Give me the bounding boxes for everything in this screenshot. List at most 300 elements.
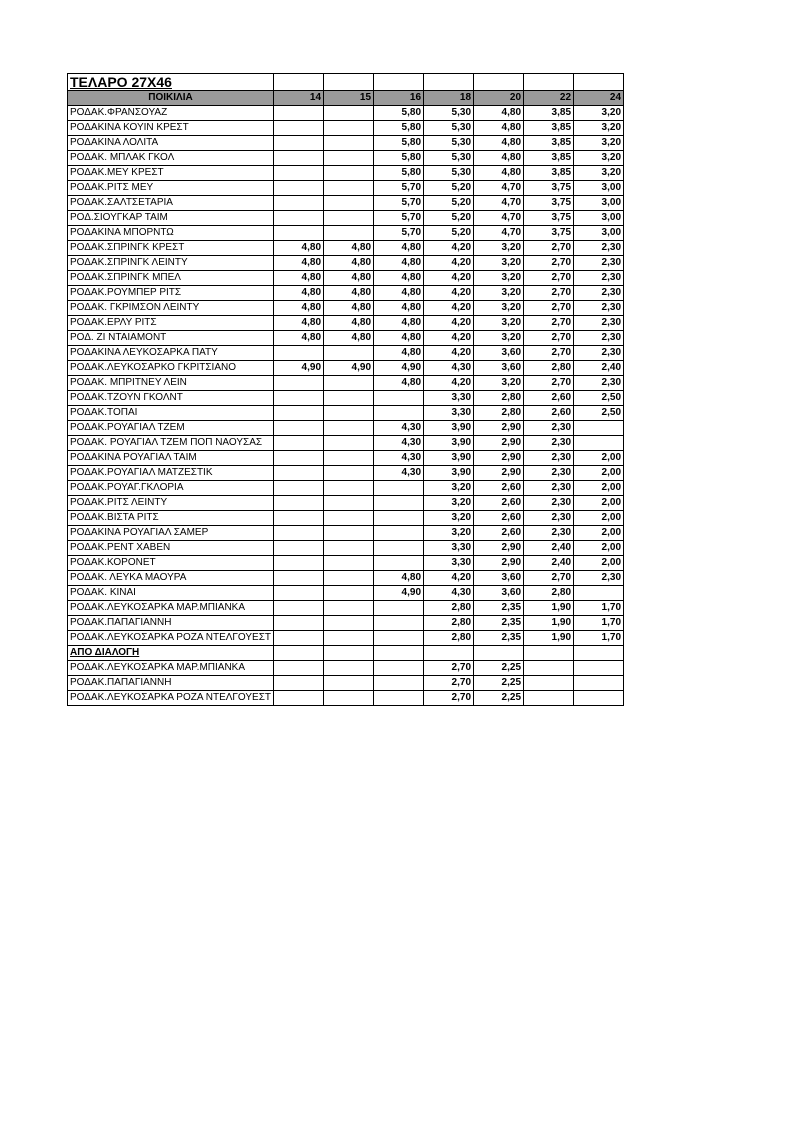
- table-row: [68, 271, 624, 286]
- price-cell: [324, 466, 374, 481]
- table-row: [68, 151, 624, 166]
- price-cell: [524, 676, 574, 691]
- price-cell: [274, 181, 324, 196]
- price-cell: 2,25: [474, 691, 524, 706]
- price-cell: [574, 676, 624, 691]
- price-cell: 2,60: [474, 481, 524, 496]
- header-row: [68, 91, 624, 106]
- size-header: 18: [424, 91, 474, 106]
- price-cell: 2,30: [574, 571, 624, 586]
- price-cell: [274, 541, 324, 556]
- price-cell: 2,70: [524, 301, 574, 316]
- variety-name: ΡΟΔΑΚΙΝΑ ΛΕΥΚΟΣΑΡΚΑ ΠΑΤΥ: [68, 346, 274, 361]
- price-cell: [374, 496, 424, 511]
- price-cell: [324, 451, 374, 466]
- price-cell: [274, 466, 324, 481]
- price-cell: 4,20: [424, 571, 474, 586]
- empty-cell: [474, 74, 524, 91]
- price-cell: 2,00: [574, 451, 624, 466]
- price-cell: [274, 106, 324, 121]
- price-cell: [374, 676, 424, 691]
- price-cell: [374, 406, 424, 421]
- price-cell: 3,85: [524, 166, 574, 181]
- price-cell: [574, 646, 624, 661]
- variety-name: ΡΟΔΑΚ.ΕΡΛΥ ΡΙΤΣ: [68, 316, 274, 331]
- price-cell: 4,80: [474, 106, 524, 121]
- price-cell: 3,20: [474, 256, 524, 271]
- price-cell: 4,80: [374, 571, 424, 586]
- price-cell: [274, 526, 324, 541]
- price-cell: 3,85: [524, 121, 574, 136]
- variety-name: ΡΟΔΑΚ.ΡΟΥΑΓΙΑΛ ΤΖΕΜ: [68, 421, 274, 436]
- price-cell: 2,50: [574, 391, 624, 406]
- price-cell: 1,90: [524, 601, 574, 616]
- price-cell: [424, 646, 474, 661]
- price-cell: 4,90: [324, 361, 374, 376]
- price-cell: [324, 406, 374, 421]
- price-cell: 2,90: [474, 421, 524, 436]
- price-cell: 2,60: [474, 496, 524, 511]
- price-cell: 4,80: [474, 166, 524, 181]
- variety-name: ΡΟΔΑΚ.ΡΕΝΤ ΧΑΒΕΝ: [68, 541, 274, 556]
- price-cell: 2,80: [524, 361, 574, 376]
- price-cell: 2,70: [524, 346, 574, 361]
- price-cell: [574, 586, 624, 601]
- variety-name: ΡΟΔΑΚ. ΛΕΥΚΑ ΜΑΟΥΡΑ: [68, 571, 274, 586]
- table-row: [68, 661, 624, 676]
- price-cell: [324, 631, 374, 646]
- price-cell: 3,20: [574, 151, 624, 166]
- price-cell: 4,80: [374, 256, 424, 271]
- variety-name: ΡΟΔΑΚ.ΣΠΡΙΝΓΚ ΜΠΕΛ: [68, 271, 274, 286]
- table-row: [68, 316, 624, 331]
- variety-name: ΡΟΔΑΚ.ΣΠΡΙΝΓΚ ΚΡΕΣΤ: [68, 241, 274, 256]
- price-cell: 5,30: [424, 121, 474, 136]
- price-cell: 5,20: [424, 181, 474, 196]
- price-cell: 2,70: [424, 661, 474, 676]
- price-cell: [324, 121, 374, 136]
- price-cell: 2,30: [524, 436, 574, 451]
- table-row: [68, 601, 624, 616]
- price-cell: 4,90: [374, 361, 424, 376]
- price-cell: 4,30: [374, 421, 424, 436]
- price-cell: 4,70: [474, 196, 524, 211]
- price-cell: 2,30: [524, 421, 574, 436]
- price-cell: 2,30: [524, 481, 574, 496]
- price-cell: 2,90: [474, 541, 524, 556]
- price-cell: 4,70: [474, 181, 524, 196]
- price-cell: 2,90: [474, 436, 524, 451]
- price-cell: 2,60: [474, 526, 524, 541]
- price-cell: 2,00: [574, 526, 624, 541]
- price-cell: 4,80: [274, 271, 324, 286]
- price-cell: 4,80: [374, 331, 424, 346]
- price-cell: [324, 391, 374, 406]
- price-cell: [324, 346, 374, 361]
- price-cell: [324, 211, 374, 226]
- price-cell: [274, 346, 324, 361]
- price-cell: 2,35: [474, 601, 524, 616]
- price-cell: 4,30: [374, 466, 424, 481]
- price-cell: 2,70: [524, 376, 574, 391]
- price-cell: 4,80: [474, 136, 524, 151]
- table-row: [68, 331, 624, 346]
- price-cell: 3,90: [424, 421, 474, 436]
- price-cell: 5,70: [374, 181, 424, 196]
- price-cell: 2,50: [574, 406, 624, 421]
- table-row: [68, 166, 624, 181]
- price-cell: 2,80: [424, 631, 474, 646]
- price-cell: [574, 421, 624, 436]
- price-cell: 3,20: [424, 496, 474, 511]
- table-row: [68, 256, 624, 271]
- empty-cell: [424, 74, 474, 91]
- section-title: ΑΠΟ ΔΙΑΛΟΓΗ: [68, 646, 274, 661]
- price-cell: 3,85: [524, 151, 574, 166]
- price-table: [67, 73, 624, 706]
- price-cell: 2,25: [474, 676, 524, 691]
- price-cell: [274, 616, 324, 631]
- price-cell: 3,20: [574, 136, 624, 151]
- table-row: [68, 406, 624, 421]
- price-cell: 5,70: [374, 196, 424, 211]
- price-cell: [324, 661, 374, 676]
- price-cell: 3,20: [574, 166, 624, 181]
- variety-name: ΡΟΔΑΚΙΝΑ ΡΟΥΑΓΙΑΛ ΤΑΙΜ: [68, 451, 274, 466]
- price-cell: [324, 196, 374, 211]
- variety-name: ΡΟΔΑΚΙΝΑ ΚΟΥΙΝ ΚΡΕΣΤ: [68, 121, 274, 136]
- table-row: [68, 421, 624, 436]
- price-cell: 2,70: [524, 316, 574, 331]
- price-table-body: [68, 74, 624, 706]
- price-cell: [274, 391, 324, 406]
- price-cell: [374, 391, 424, 406]
- price-cell: 4,80: [374, 301, 424, 316]
- price-cell: [324, 496, 374, 511]
- price-cell: 3,75: [524, 226, 574, 241]
- price-cell: 2,30: [524, 511, 574, 526]
- price-cell: 2,60: [524, 406, 574, 421]
- empty-cell: [274, 74, 324, 91]
- price-cell: [374, 601, 424, 616]
- price-cell: 5,20: [424, 211, 474, 226]
- price-cell: 4,20: [424, 286, 474, 301]
- price-cell: 2,30: [524, 496, 574, 511]
- table-row: [68, 631, 624, 646]
- price-cell: [274, 376, 324, 391]
- price-cell: 4,80: [324, 316, 374, 331]
- price-cell: 2,30: [524, 526, 574, 541]
- price-cell: 4,90: [374, 586, 424, 601]
- price-cell: 4,80: [324, 301, 374, 316]
- price-cell: [274, 571, 324, 586]
- price-cell: [274, 691, 324, 706]
- variety-name: ΡΟΔΑΚ.ΤΟΠΑΙ: [68, 406, 274, 421]
- variety-name: ΡΟΔΑΚ. ΚΙΝΑΙ: [68, 586, 274, 601]
- price-cell: 1,70: [574, 601, 624, 616]
- price-cell: 5,70: [374, 211, 424, 226]
- table-row: [68, 376, 624, 391]
- price-cell: [324, 421, 374, 436]
- price-cell: 5,30: [424, 136, 474, 151]
- price-cell: [374, 661, 424, 676]
- variety-name: ΡΟΔΑΚ.ΣΑΛΤΣΕΤΑΡΙΑ: [68, 196, 274, 211]
- variety-name: ΡΟΔΑΚ.ΣΠΡΙΝΓΚ ΛΕΙΝΤΥ: [68, 256, 274, 271]
- price-cell: 4,80: [324, 286, 374, 301]
- price-cell: 3,20: [474, 301, 524, 316]
- price-cell: [524, 646, 574, 661]
- price-cell: 4,70: [474, 226, 524, 241]
- size-header: 15: [324, 91, 374, 106]
- table-row: [68, 676, 624, 691]
- price-cell: 4,80: [324, 271, 374, 286]
- table-row: [68, 136, 624, 151]
- table-row: [68, 436, 624, 451]
- variety-name: ΡΟΔΑΚ. ΡΟΥΑΓΙΑΛ ΤΖΕΜ ΠΟΠ ΝΑΟΥΣΑΣ: [68, 436, 274, 451]
- price-cell: 2,00: [574, 556, 624, 571]
- price-cell: 3,90: [424, 451, 474, 466]
- price-cell: 2,80: [424, 616, 474, 631]
- price-cell: 3,20: [474, 241, 524, 256]
- variety-name: ΡΟΔΑΚ. ΓΚΡΙΜΣΟΝ ΛΕΙΝΤΥ: [68, 301, 274, 316]
- price-cell: 4,20: [424, 346, 474, 361]
- table-row: [68, 181, 624, 196]
- price-cell: 2,00: [574, 466, 624, 481]
- table-row: [68, 586, 624, 601]
- price-cell: 3,90: [424, 436, 474, 451]
- variety-name: ΡΟΔΑΚ. ΜΠΛΑΚ ΓΚΟΛ: [68, 151, 274, 166]
- table-row: [68, 106, 624, 121]
- price-cell: [374, 646, 424, 661]
- table-row: [68, 361, 624, 376]
- price-cell: 2,70: [524, 271, 574, 286]
- price-cell: 4,80: [274, 301, 324, 316]
- price-cell: 4,80: [374, 286, 424, 301]
- table-row: [68, 226, 624, 241]
- price-cell: 4,30: [424, 361, 474, 376]
- price-cell: 2,00: [574, 541, 624, 556]
- price-cell: 3,20: [474, 286, 524, 301]
- title-row: [68, 74, 624, 91]
- price-cell: [274, 166, 324, 181]
- price-cell: [574, 436, 624, 451]
- price-cell: 4,80: [274, 286, 324, 301]
- price-cell: [274, 676, 324, 691]
- price-cell: [274, 421, 324, 436]
- price-cell: 4,90: [274, 361, 324, 376]
- price-cell: 3,60: [474, 361, 524, 376]
- price-cell: [324, 676, 374, 691]
- table-row: [68, 196, 624, 211]
- price-cell: 2,30: [524, 466, 574, 481]
- size-header: 20: [474, 91, 524, 106]
- variety-header: ΠΟΙΚΙΛΙΑ: [68, 91, 274, 106]
- table-row: [68, 391, 624, 406]
- price-cell: [374, 691, 424, 706]
- price-cell: 3,20: [474, 331, 524, 346]
- price-cell: 2,80: [474, 406, 524, 421]
- price-cell: 4,20: [424, 256, 474, 271]
- price-cell: [274, 496, 324, 511]
- price-cell: [474, 646, 524, 661]
- price-cell: 1,90: [524, 616, 574, 631]
- table-row: [68, 286, 624, 301]
- variety-name: ΡΟΔΑΚ.ΚΟΡΟΝΕΤ: [68, 556, 274, 571]
- price-cell: 4,80: [274, 256, 324, 271]
- variety-name: ΡΟΔΑΚ.ΛΕΥΚΟΣΑΡΚΑ ΡΟΖΑ ΝΤΕΛΓΟΥΕΣΤ: [68, 631, 274, 646]
- price-cell: 2,90: [474, 466, 524, 481]
- price-cell: 4,20: [424, 331, 474, 346]
- price-cell: 2,00: [574, 511, 624, 526]
- size-header: 14: [274, 91, 324, 106]
- price-cell: 5,30: [424, 106, 474, 121]
- price-cell: 4,20: [424, 301, 474, 316]
- price-cell: 2,25: [474, 661, 524, 676]
- price-cell: [374, 616, 424, 631]
- table-row: [68, 571, 624, 586]
- table-row: [68, 466, 624, 481]
- price-cell: [274, 436, 324, 451]
- price-cell: 4,70: [474, 211, 524, 226]
- variety-name: ΡΟΔ. ΖΙ ΝΤΑΙΑΜΟΝΤ: [68, 331, 274, 346]
- price-cell: [324, 601, 374, 616]
- price-cell: 2,80: [524, 586, 574, 601]
- price-cell: [274, 646, 324, 661]
- price-cell: 4,80: [324, 331, 374, 346]
- price-cell: 4,20: [424, 376, 474, 391]
- price-cell: [324, 226, 374, 241]
- table-row: [68, 511, 624, 526]
- price-cell: [274, 631, 324, 646]
- price-cell: [324, 376, 374, 391]
- price-cell: 2,70: [524, 331, 574, 346]
- empty-cell: [324, 74, 374, 91]
- price-cell: 2,35: [474, 631, 524, 646]
- price-cell: 3,20: [574, 106, 624, 121]
- price-cell: 4,80: [274, 241, 324, 256]
- table-row: [68, 691, 624, 706]
- price-cell: 4,80: [274, 316, 324, 331]
- price-cell: 4,80: [374, 316, 424, 331]
- price-cell: [374, 556, 424, 571]
- table-row: [68, 121, 624, 136]
- table-row: [68, 211, 624, 226]
- price-cell: 2,60: [474, 511, 524, 526]
- price-cell: 4,80: [374, 346, 424, 361]
- price-cell: 2,30: [574, 316, 624, 331]
- price-cell: 3,30: [424, 541, 474, 556]
- variety-name: ΡΟΔΑΚ.ΒΙΣΤΑ ΡΙΤΣ: [68, 511, 274, 526]
- price-cell: [274, 586, 324, 601]
- price-cell: [274, 226, 324, 241]
- price-cell: 2,70: [524, 286, 574, 301]
- price-cell: 3,30: [424, 406, 474, 421]
- variety-name: ΡΟΔΑΚ.ΛΕΥΚΟΣΑΡΚΑ ΜΑΡ.ΜΠΙΑΝΚΑ: [68, 601, 274, 616]
- price-cell: 4,80: [374, 241, 424, 256]
- price-cell: [274, 601, 324, 616]
- table-row: [68, 301, 624, 316]
- price-cell: [524, 691, 574, 706]
- variety-name: ΡΟΔΑΚ.ΛΕΥΚΟΣΑΡΚΑ ΜΑΡ.ΜΠΙΑΝΚΑ: [68, 661, 274, 676]
- price-cell: [574, 691, 624, 706]
- price-cell: 3,60: [474, 346, 524, 361]
- empty-cell: [374, 74, 424, 91]
- variety-name: ΡΟΔΑΚ.ΠΑΠΑΓΙΑΝΝΗ: [68, 676, 274, 691]
- variety-name: ΡΟΔΑΚΙΝΑ ΜΠΟΡΝΤΩ: [68, 226, 274, 241]
- price-cell: 5,20: [424, 226, 474, 241]
- price-cell: 3,20: [424, 511, 474, 526]
- price-cell: 4,80: [474, 151, 524, 166]
- price-cell: 2,00: [574, 496, 624, 511]
- price-cell: 2,70: [524, 256, 574, 271]
- price-cell: 4,80: [324, 256, 374, 271]
- variety-name: ΡΟΔΑΚΙΝΑ ΡΟΥΑΓΙΑΛ ΣΑΜΕΡ: [68, 526, 274, 541]
- price-cell: [324, 481, 374, 496]
- price-cell: 3,85: [524, 136, 574, 151]
- price-cell: [274, 556, 324, 571]
- price-cell: [274, 136, 324, 151]
- variety-name: ΡΟΔΑΚΙΝΑ ΛΟΛΙΤΑ: [68, 136, 274, 151]
- price-cell: 2,90: [474, 451, 524, 466]
- price-cell: [274, 211, 324, 226]
- price-cell: 2,90: [474, 556, 524, 571]
- table-row: [68, 541, 624, 556]
- price-cell: 1,90: [524, 631, 574, 646]
- price-cell: 2,30: [524, 451, 574, 466]
- price-cell: 5,80: [374, 106, 424, 121]
- price-cell: 5,80: [374, 151, 424, 166]
- price-cell: [274, 481, 324, 496]
- price-cell: [274, 151, 324, 166]
- price-cell: 3,75: [524, 211, 574, 226]
- price-cell: 3,20: [474, 376, 524, 391]
- price-cell: [324, 556, 374, 571]
- variety-name: ΡΟΔΑΚ. ΜΠΡΙΤΝΕΥ ΛΕΙΝ: [68, 376, 274, 391]
- price-cell: 5,20: [424, 196, 474, 211]
- price-cell: 2,70: [524, 571, 574, 586]
- price-cell: 2,30: [574, 241, 624, 256]
- price-cell: [274, 511, 324, 526]
- table-row: [68, 481, 624, 496]
- price-cell: [324, 691, 374, 706]
- price-cell: 4,20: [424, 271, 474, 286]
- price-cell: [274, 661, 324, 676]
- price-cell: 3,90: [424, 466, 474, 481]
- price-cell: [324, 106, 374, 121]
- variety-name: ΡΟΔΑΚ.ΜΕΥ ΚΡΕΣΤ: [68, 166, 274, 181]
- price-cell: 4,30: [374, 436, 424, 451]
- variety-name: ΡΟΔ.ΣΙΟΥΓΚΑΡ ΤΑΙΜ: [68, 211, 274, 226]
- price-cell: 3,20: [424, 526, 474, 541]
- table-row: [68, 496, 624, 511]
- price-cell: 3,20: [574, 121, 624, 136]
- price-cell: 2,40: [524, 541, 574, 556]
- price-cell: 3,00: [574, 226, 624, 241]
- variety-name: ΡΟΔΑΚ.ΦΡΑΝΣΟΥΑΖ: [68, 106, 274, 121]
- price-cell: [324, 526, 374, 541]
- table-row: [68, 241, 624, 256]
- price-cell: [324, 136, 374, 151]
- price-cell: [324, 586, 374, 601]
- price-cell: 5,30: [424, 166, 474, 181]
- price-cell: 2,30: [574, 346, 624, 361]
- price-cell: 3,20: [474, 316, 524, 331]
- price-cell: [374, 511, 424, 526]
- variety-name: ΡΟΔΑΚ.ΡΟΥΑΓ.ΓΚΛΟΡΙΑ: [68, 481, 274, 496]
- price-cell: 4,80: [474, 121, 524, 136]
- price-cell: 3,00: [574, 211, 624, 226]
- variety-name: ΡΟΔΑΚ.ΡΟΥΑΓΙΑΛ ΜΑΤΖΕΣΤΙΚ: [68, 466, 274, 481]
